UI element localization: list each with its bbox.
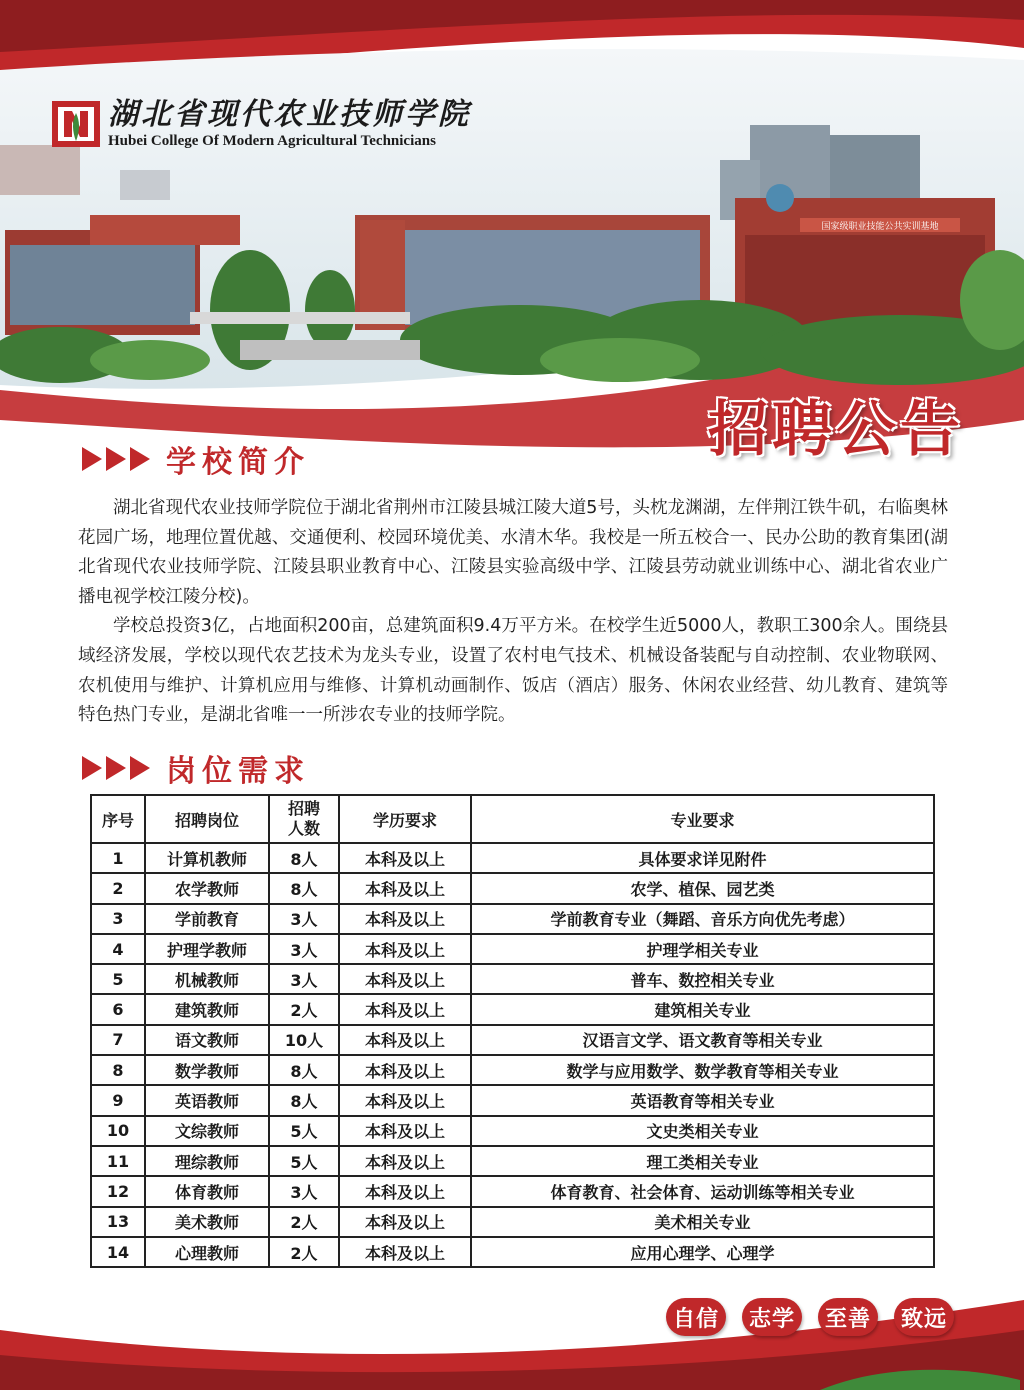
- headcount: 2人: [269, 1207, 339, 1237]
- column-header: 招聘岗位: [145, 795, 269, 843]
- major-requirement: 数学与应用数学、数学教育等相关专业: [471, 1055, 934, 1085]
- position-name: 机械教师: [145, 964, 269, 994]
- major-requirement: 具体要求详见附件: [471, 843, 934, 873]
- education-requirement: 本科及以上: [339, 964, 471, 994]
- education-requirement: 本科及以上: [339, 1116, 471, 1146]
- major-requirement: 农学、植保、园艺类: [471, 873, 934, 903]
- major-requirement: 体育教育、社会体育、运动训练等相关专业: [471, 1176, 934, 1206]
- education-requirement: 本科及以上: [339, 1207, 471, 1237]
- column-header: 序号: [91, 795, 145, 843]
- row-number: 9: [91, 1085, 145, 1115]
- headcount: 3人: [269, 934, 339, 964]
- motto-badge: 致远: [894, 1298, 954, 1336]
- major-requirement: 护理学相关专业: [471, 934, 934, 964]
- major-requirement: 汉语言文学、语文教育等相关专业: [471, 1025, 934, 1055]
- motto-badge: 志学: [742, 1298, 802, 1336]
- headcount: 5人: [269, 1146, 339, 1176]
- major-requirement: 理工类相关专业: [471, 1146, 934, 1176]
- row-number: 3: [91, 904, 145, 934]
- section-heading-intro: [82, 437, 310, 481]
- position-name: 数学教师: [145, 1055, 269, 1085]
- row-number: 14: [91, 1237, 145, 1267]
- column-header-text: 招聘人数: [287, 799, 320, 838]
- row-number: 13: [91, 1207, 145, 1237]
- table-row: [91, 1176, 934, 1206]
- education-requirement: 本科及以上: [339, 1025, 471, 1055]
- row-number: 8: [91, 1055, 145, 1085]
- position-name: 理综教师: [145, 1146, 269, 1176]
- jobs-table: [90, 794, 935, 1268]
- headcount: 8人: [269, 1085, 339, 1115]
- major-requirement: 建筑相关专业: [471, 994, 934, 1024]
- major-requirement: 学前教育专业（舞蹈、音乐方向优先考虑）: [471, 904, 934, 934]
- table-row: [91, 1055, 934, 1085]
- position-name: 体育教师: [145, 1176, 269, 1206]
- education-requirement: 本科及以上: [339, 994, 471, 1024]
- intro-paragraph: 湖北省现代农业技师学院位于湖北省荆州市江陵县城江陵大道5号，头枕龙渊湖，左伴荆江铁牛矶，右临奥林花园广场，地理位置优越、交通便利、校园环境优美、水清木华。我校是一所五校合一、民办公助的教育集团(湖北省现代农业技师学院、江陵县职业教育中心、江陵县实验高级中学、江陵县劳动就业训练中心、湖北省农业广播电视学校江陵分校)。: [78, 498, 948, 607]
- table-row: [91, 1025, 934, 1055]
- position-name: 建筑教师: [145, 994, 269, 1024]
- row-number: 1: [91, 843, 145, 873]
- table-row: [91, 1116, 934, 1146]
- campus-aerial-photo: [0, 40, 1024, 400]
- education-requirement: 本科及以上: [339, 1055, 471, 1085]
- school-intro-text: [78, 494, 948, 731]
- page-headline: 招聘公告: [708, 395, 964, 465]
- column-header: [269, 795, 339, 843]
- major-requirement: 英语教育等相关专业: [471, 1085, 934, 1115]
- decorative-green-arc: [820, 1360, 1020, 1390]
- education-requirement: 本科及以上: [339, 1085, 471, 1115]
- school-logo: [52, 98, 471, 150]
- school-name-cn: 湖北省现代农业技师学院: [108, 97, 471, 132]
- position-name: 文综教师: [145, 1116, 269, 1146]
- table-row: [91, 964, 934, 994]
- major-requirement: 普车、数控相关专业: [471, 964, 934, 994]
- motto-badge: 至善: [818, 1298, 878, 1336]
- triple-arrow-icon: [82, 756, 150, 780]
- position-name: 美术教师: [145, 1207, 269, 1237]
- major-requirement: 美术相关专业: [471, 1207, 934, 1237]
- building-sign: 国家级职业技能公共实训基地: [821, 222, 939, 232]
- table-row: [91, 904, 934, 934]
- major-requirement: 应用心理学、心理学: [471, 1237, 934, 1267]
- table-header-row: [91, 795, 934, 843]
- table-row: [91, 1237, 934, 1267]
- table-row: [91, 1085, 934, 1115]
- table-row: [91, 873, 934, 903]
- headcount: 8人: [269, 873, 339, 903]
- position-name: 心理教师: [145, 1237, 269, 1267]
- table-row: [91, 1146, 934, 1176]
- row-number: 11: [91, 1146, 145, 1176]
- intro-paragraph: 学校总投资3亿，占地面积200亩，总建筑面积9.4万平方米。在校学生近5000人，教职工300余人。围绕县域经济发展，学校以现代农艺技术为龙头专业，设置了农村电气技术、机械设备装配与自动控制、农业物联网、农机使用与维护、计算机应用与维修、计算机动画制作、饭店（酒店）服务、休闲农业经营、幼儿教育、建筑等特色热门专业，是湖北省唯一一所涉农专业的技师学院。: [78, 616, 948, 726]
- headcount: 3人: [269, 1176, 339, 1206]
- education-requirement: 本科及以上: [339, 843, 471, 873]
- school-emblem-icon: [52, 101, 100, 147]
- table-row: [91, 843, 934, 873]
- row-number: 7: [91, 1025, 145, 1055]
- table-row: [91, 994, 934, 1024]
- school-name-en: Hubei College Of Modern Agricultural Technicians: [108, 133, 436, 149]
- headcount: 2人: [269, 1237, 339, 1267]
- position-name: 学前教育: [145, 904, 269, 934]
- section-title-jobs: 岗位需求: [166, 754, 310, 789]
- headcount: 8人: [269, 843, 339, 873]
- row-number: 5: [91, 964, 145, 994]
- motto-badge: 自信: [666, 1298, 726, 1336]
- position-name: 农学教师: [145, 873, 269, 903]
- row-number: 12: [91, 1176, 145, 1206]
- row-number: 6: [91, 994, 145, 1024]
- headcount: 3人: [269, 904, 339, 934]
- position-name: 计算机教师: [145, 843, 269, 873]
- headcount: 5人: [269, 1116, 339, 1146]
- column-header: 学历要求: [339, 795, 471, 843]
- row-number: 2: [91, 873, 145, 903]
- triple-arrow-icon: [82, 447, 150, 471]
- headcount: 2人: [269, 994, 339, 1024]
- education-requirement: 本科及以上: [339, 873, 471, 903]
- row-number: 4: [91, 934, 145, 964]
- position-name: 英语教师: [145, 1085, 269, 1115]
- headcount: 8人: [269, 1055, 339, 1085]
- table-row: [91, 934, 934, 964]
- section-heading-jobs: [82, 746, 310, 790]
- section-title-intro: 学校简介: [166, 445, 310, 480]
- headcount: 10人: [269, 1025, 339, 1055]
- position-name: 护理学教师: [145, 934, 269, 964]
- column-header: 专业要求: [471, 795, 934, 843]
- education-requirement: 本科及以上: [339, 904, 471, 934]
- education-requirement: 本科及以上: [339, 1237, 471, 1267]
- education-requirement: 本科及以上: [339, 1176, 471, 1206]
- education-requirement: 本科及以上: [339, 934, 471, 964]
- position-name: 语文教师: [145, 1025, 269, 1055]
- education-requirement: 本科及以上: [339, 1146, 471, 1176]
- row-number: 10: [91, 1116, 145, 1146]
- major-requirement: 文史类相关专业: [471, 1116, 934, 1146]
- table-row: [91, 1207, 934, 1237]
- school-motto: [666, 1298, 954, 1336]
- headcount: 3人: [269, 964, 339, 994]
